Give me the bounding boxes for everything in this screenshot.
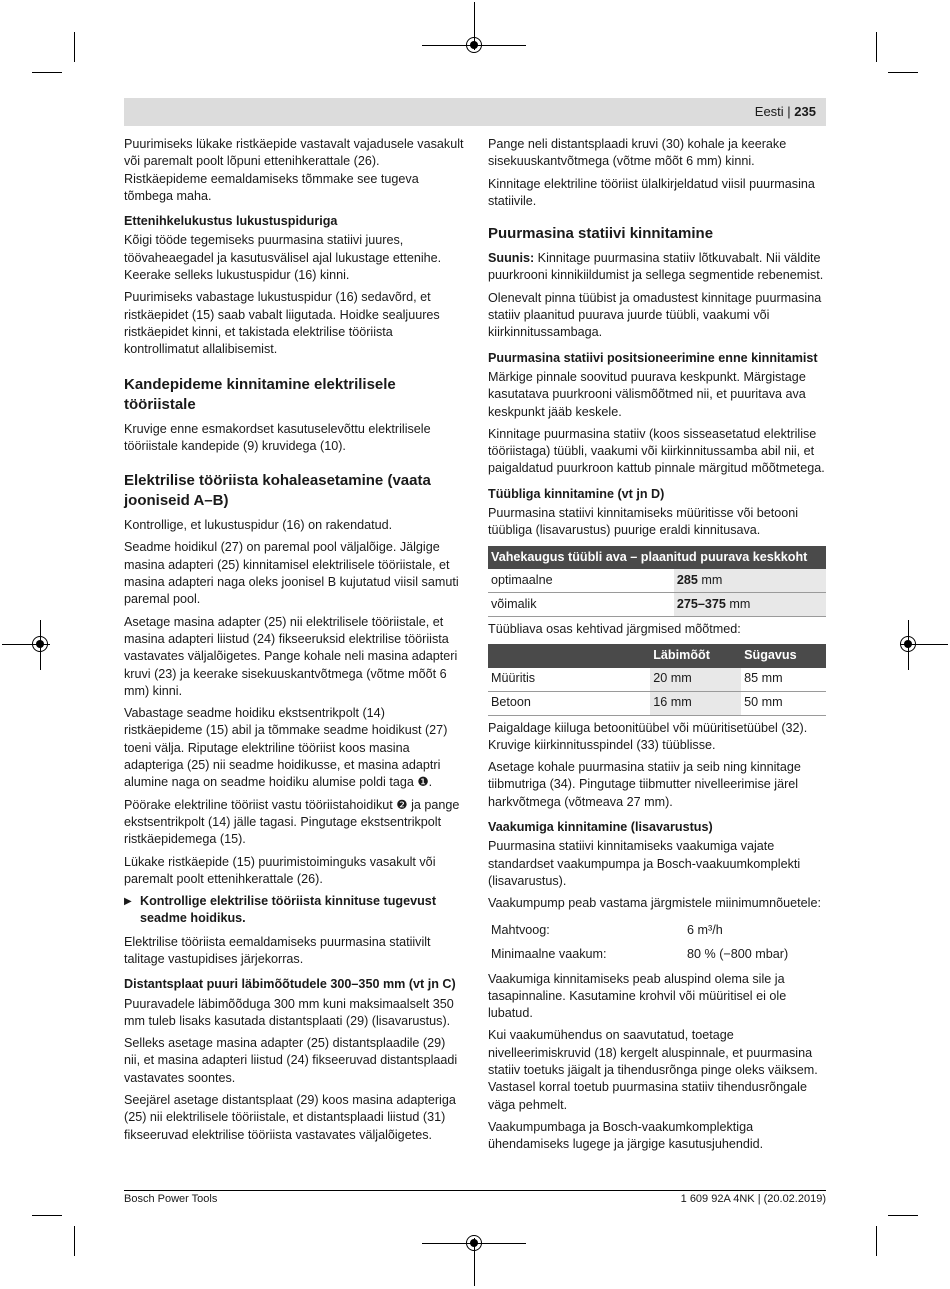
table-row [488, 569, 826, 593]
paragraph: Tüübliava osas kehtivad järgmised mõõtmed: [488, 621, 741, 636]
registration-mark-icon [466, 37, 482, 53]
crop-mark [32, 1215, 62, 1216]
registration-mark-icon [466, 1235, 482, 1251]
table-header-cell [488, 644, 650, 667]
table-value: 285 [676, 572, 698, 587]
paragraph: Puurimiseks lükake ristkäepide vastavalt vajadusele vasakult või paremalt poolt lõpuni ettenihkerattale (26). Ristkäepideme eemaldamiseks tõmmake see tugeva tõmbega maha. [124, 137, 464, 203]
paragraph: Pöörake elektriline tööriist vastu tööriistahoidikut ❷ ja pange ekstsentrikpolt (14) jälle tagasi. Pingutage ekstsentrikpolt ristkäepidemega (15). [124, 797, 460, 847]
subheading-spacer-plate: Distantsplaat puuri läbimõõtudele 300–350 mm (vt jn C) [124, 977, 456, 992]
table-row [488, 691, 826, 715]
right-column [488, 136, 826, 1158]
crop-mark [74, 32, 75, 62]
table-cell: 20 mm [650, 668, 741, 692]
table-cell: optimaalne [488, 569, 674, 593]
paragraph: Kontrollige, et lukustuspidur (16) on rakendatud. [124, 518, 393, 533]
paragraph: Elektrilise tööriista eemaldamiseks puurmasina statiivilt talitage vastupidises järjekorras. [124, 934, 431, 966]
table-cell: Müüritis [488, 668, 650, 692]
paragraph: Seadme hoidikul (27) on paremal pool väljalõige. Jälgige masina adapteri (25) kinnitamisel elektrilisele tööriistale, et masina adapteri naga oleks joonisel B kujutatud viisil samuti paremal pool. [124, 540, 459, 607]
table-row [488, 919, 826, 943]
paragraph: Vaakumiga kinnitamiseks peab aluspind olema sile ja tasapinnaline. Kasutamine krohvil või müüritisel ei ole lubatud. [488, 971, 787, 1021]
paragraph: Kruvige enne esmakordset kasutuselevõttu elektrilisele tööriistale kandepide (9) kruvidega (10). [124, 421, 431, 453]
footer-divider [124, 1190, 826, 1191]
table-row [488, 592, 826, 616]
page-number: 235 [794, 104, 816, 119]
heading-stand-mounting: Puurmasina statiivi kinnitamine [488, 225, 714, 243]
crop-mark [876, 32, 877, 62]
footer-doc-id: 1 609 92A 4NK | (20.02.2019) [680, 1193, 826, 1205]
paragraph: Puurmasina statiivi kinnitamiseks vaakumiga vajate standardset vaakumpumpa ja Bosch-vaakuumkomplekti (lisavarustus). [488, 839, 801, 888]
note-label: Suunis: [488, 251, 535, 266]
paragraph: Kinnitage puurmasina statiiv (koos sisseasetatud elektrilise tööriistaga) tüübli, vaakumi või kiirkinnitussamba abil nii, et paigaldatud puurkroon kattub pinnale märgitud mõõtmetega. [488, 426, 825, 476]
crop-mark [32, 72, 62, 73]
table-cell: 80 % (−800 mbar) [687, 946, 789, 961]
paragraph: Vabastage seadme hoidiku ekstsentrikpolt (14) ristkäepideme (15) abil ja tõmmake seadme hoidikust (27) toeni välja. Riputage elektriline tööriist koos masina adapteriga (25) nii seadme hoidikusse, et masina adaptri alumine naga on seadme hoidiku alumise poldi taga ❶. [124, 706, 448, 790]
paragraph: Seejärel asetage distantsplaat (29) koos masina adapteriga (25) nii elektrilisele tööriistale, et distantsplaadi liistud (31) fikseeruvad elektrilise tööriista vastavates väljalõigetes. [124, 1093, 456, 1142]
footer-brand: Bosch Power Tools [124, 1193, 218, 1205]
paragraph: Kinnitage elektriline tööriist ülalkirjeldatud viisil puurmasina statiivile. [488, 176, 815, 208]
table-row [488, 943, 826, 967]
table-unit: mm [697, 572, 723, 587]
heading-tool-positioning: Elektrilise tööriista kohaleasetamine (vaata jooniseid A–B) [124, 472, 431, 510]
vacuum-requirements-table [488, 919, 826, 967]
registration-mark-icon [32, 636, 48, 652]
crop-mark [876, 1226, 877, 1256]
heading-carry-handle: Kandepideme kinnitamine elektrilisele tööriistale [124, 375, 396, 413]
paragraph: Paigaldage kiiluga betoonitüübel või müüritisetüübel (32). Kruvige kiirkinnitusspindel (33) tüüblisse. [488, 720, 808, 752]
paragraph: Lükake ristkäepide (15) puurimistoiminguks vasakult või paremalt poolt ettenihkerattale (26). [124, 854, 436, 886]
paragraph: Märkige pinnale soovitud puurava keskpunkt. Märgistage kasutatava puurkrooni välismõõtmed nii, et puuritava ava keskpunkt jääb keskele. [488, 369, 806, 419]
header-separator: | [783, 104, 795, 119]
paragraph: Olenevalt pinna tüübist ja omadustest kinnitage puurmasina statiiv plaanitud puurava juurde tüübli, vaakumi või kiirkinnitussambaga. [488, 290, 822, 340]
warning-note: ▶ Kontrollige elektrilise tööriista kinnituse tugevust seadme hoidikus. [124, 893, 464, 928]
table-cell: Betoon [488, 691, 650, 715]
header-text [755, 104, 816, 119]
crop-mark [888, 72, 918, 73]
paragraph: Asetage kohale puurmasina statiiv ja seib ning kinnitage tiibmutriga (34). Pingutage tiibmutter nivelleerimise järel harkvõtmega (võtmeava 27 mm). [488, 760, 801, 809]
table-unit: mm [725, 596, 751, 611]
note-text: Kinnitage puurmasina statiiv lõtkuvabalt. Nii väldite puurkrooni kinnikiildumist ja sellega segmentide rebenemist. [488, 251, 824, 283]
table-header-cell: Läbimõõt [650, 644, 741, 667]
table-cell: võimalik [488, 592, 674, 616]
crop-mark [888, 1215, 918, 1216]
note-paragraph [488, 250, 826, 285]
subheading-vacuum-mount: Vaakumiga kinnitamine (lisavarustus) [488, 820, 713, 835]
table-cell [674, 592, 826, 616]
table-cell: 16 mm [650, 691, 741, 715]
distance-table [488, 546, 826, 617]
paragraph: Kõigi tööde tegemiseks puurmasina statiivi juures, töövaheaegadel ja kasutusvälisel ajal lukustage ettenihe. Keerake selleks lukustuspidur (16) kinni. [124, 233, 442, 283]
paragraph: Asetage masina adapter (25) nii elektrilisele tööriistale, et masina adapteri liistud (24) fikseeruksid elektrilise tööriista vastavates väljalõigetes. Pange kohale neli masina adapteri kruvi (23) ja keerake sisekuuskantvõtmega (võtme mõõt 6 mm) kinni. [124, 614, 458, 698]
paragraph: Vaakumpump peab vastama järgmistele miinimumnõuetele: [488, 896, 821, 911]
table-cell: 6 m³/h [687, 922, 723, 937]
paragraph: Kui vaakumühendus on saavutatud, toetage nivelleerimiskruvid (18) kergelt aluspinnale, et puurmasina statiiv toetuks jäigalt ja tihendusrõnga pinge oleks väiksem. Vastasel korral toetub puurmasina statiiv tihendusrõngale väga pehmelt. [488, 1028, 818, 1112]
left-column [124, 136, 464, 1149]
crop-mark [74, 1226, 75, 1256]
table-cell [674, 569, 826, 593]
paragraph: Puuravadele läbimõõduga 300 mm kuni maksimaalselt 350 mm tuleb lisaks kasutada distantsplaati (29) (lisavarustus). [124, 996, 454, 1028]
registration-mark-icon [900, 636, 916, 652]
subheading-positioning: Puurmasina statiivi positsioneerimine enne kinnitamist [488, 350, 818, 365]
paragraph: Pange neli distantsplaadi kruvi (30) kohale ja keerake sisekuuskantvõtmega (võtme mõõt 6 mm) kinni. [488, 137, 787, 169]
table-header-cell: Sügavus [741, 644, 826, 667]
table-cell: Minimaalne vaakum: [491, 946, 607, 961]
paragraph: Puurmasina statiivi kinnitamiseks müüritisse või betooni tüübliga (lisavarustus) puurige eraldi kinnitusava. [488, 506, 799, 538]
subheading-feed-lock: Ettenihkelukustus lukustuspiduriga [124, 214, 338, 229]
table-cell: 50 mm [741, 691, 826, 715]
table-row [488, 668, 826, 692]
paragraph: Selleks asetage masina adapter (25) distantsplaadile (29) nii, et masina adapteri liistud (24) fikseeruvad distantsplaadi vastavates soontes. [124, 1036, 458, 1085]
subheading-dowel-mount: Tüübliga kinnitamine (vt jn D) [488, 486, 665, 501]
paragraph: Puurimiseks vabastage lukustuspidur (16) sedavõrd, et ristkäepidet (15) saab vabalt liigutada. Hoidke sealjuures ristkäepidet kinni, et takistada elektrilise tööriista kontrollimatut allalibisemist. [124, 290, 440, 357]
paragraph: Vaakumpumbaga ja Bosch-vaakumkomplektiga ühendamiseks lugege ja järgige kasutusjuhendid. [488, 1119, 764, 1152]
table-value: 275–375 [676, 596, 726, 611]
hole-dimensions-table [488, 644, 826, 715]
header-language: Eesti [754, 104, 784, 119]
table-cell: 85 mm [741, 668, 826, 692]
table-cell: Mahtvoog: [491, 922, 550, 937]
page-header [124, 98, 826, 126]
distance-table-header: Vahekaugus tüübli ava – plaanitud puurava keskkoht [488, 546, 826, 569]
